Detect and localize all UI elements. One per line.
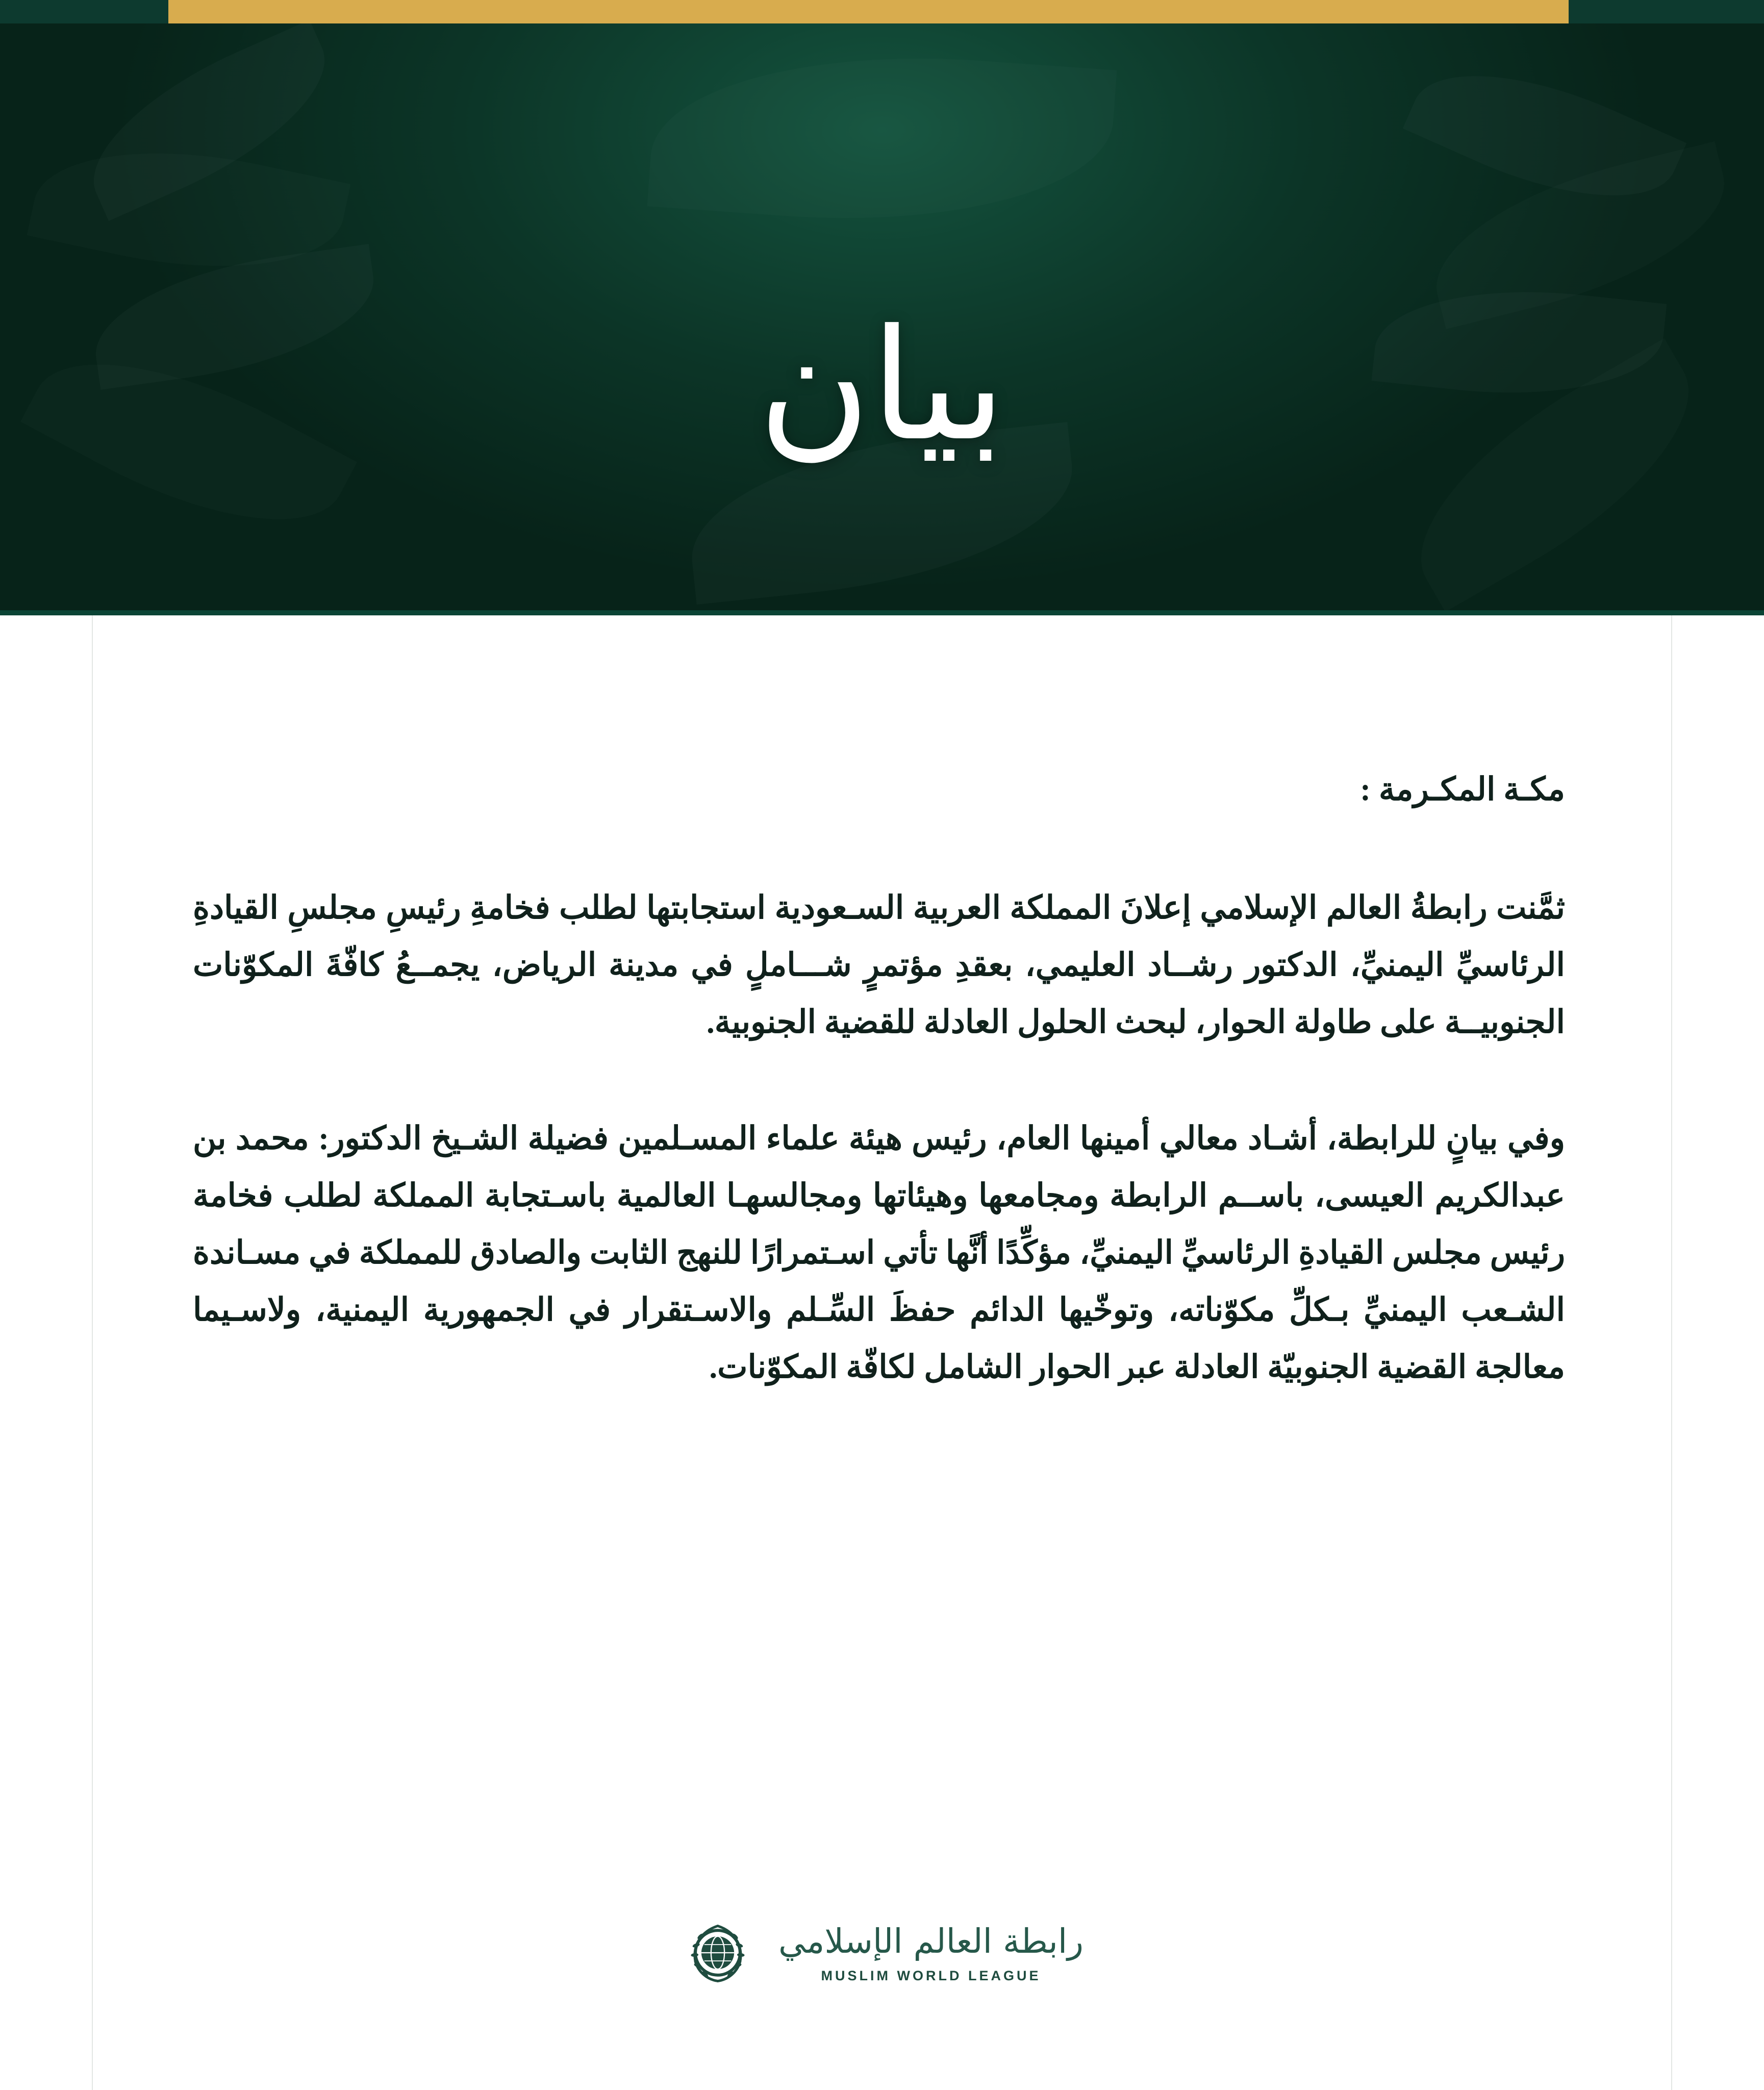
margin-rule-right <box>1671 615 1672 2090</box>
mwl-wordmark <box>778 1922 1083 1984</box>
margin-rule-left <box>92 615 93 2090</box>
document-footer <box>0 1915 1764 1990</box>
salutation-line: مكـة المكـرمة : <box>1360 772 1565 807</box>
page-title: بيان <box>758 296 1006 475</box>
gold-accent-strip <box>168 0 1569 23</box>
top-accent-bar <box>0 0 1764 23</box>
leaf-decoration <box>647 38 1117 238</box>
statement-content <box>193 765 1565 1396</box>
statement-paragraph-2: وفي بيانٍ للرابطة، أشـاد معالي أمينها العام، رئيس هيئة علماء المسـلمين فضيلة الشـيخ الدكتور: محمد بن عبدالكريم العيسى، باســم الرابطة ومجامعها وهيئاتها ومجالسهـا العالمية باسـتجابة المملكة لطلب فخامة رئيس مجلس القيادةِ الرئاسيِّ اليمنيِّ، مؤكِّدًا أنَّها تأتي اسـتمرارًا للنهج الثابت والصادق للمملكة في مسـاندة الشـعب اليمنيِّ بـكلِّ مكوّناته، وتوخّيها الدائم حفظَ السِّـلم والاسـتقرار في الجمهورية اليمنية، ولاسـيما معالجة القضية الجنوبيّة العادلة عبر الحوار الشامل لكافّة المكوّنات. <box>193 1120 1566 1385</box>
statement-paragraph-1: ثمَّنت رابطةُ العالم الإسلامي إعلانَ المملكة العربية السـعودية استجابتها لطلب فخامةِ رئيسِ مجلسِ القيادةِ الرئاسيِّ اليمنيِّ، الدكتور رشــاد العليمي، بعقدِ مؤتمرٍ شـــاملٍ في مدينة الرياض، يجمــعُ كافّةَ المكوّنات الجنوبيــة على طاولة الحوار، لبحث الحلول العادلة للقضية الجنوبية. <box>193 889 1565 1040</box>
document-header <box>0 23 1764 615</box>
mwl-wordmark-arabic: رابطة العالم الإسلامي <box>778 1922 1084 1961</box>
mwl-wordmark-english: MUSLIM WORLD LEAGUE <box>821 1968 1041 1983</box>
globe-wreath-emblem-icon <box>681 1915 755 1990</box>
